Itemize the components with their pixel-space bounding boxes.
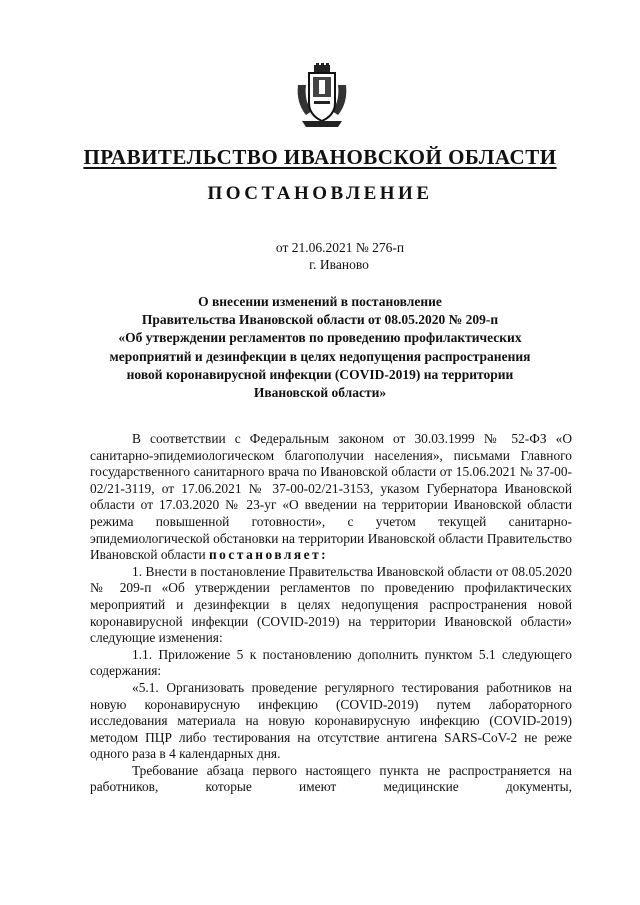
- title-line: «Об утверждении регламентов по проведению профилактических: [118, 330, 522, 346]
- decree-word: постановляет:: [208, 547, 329, 563]
- body-paragraph: Требование абзаца первого настоящего пункта не распространяется на работников, которые имеют медицинские документы,: [90, 762, 572, 795]
- document-body: [90, 431, 572, 796]
- coat-of-arms-icon: [294, 63, 350, 129]
- body-paragraph: «5.1. Организовать проведение регулярного тестирования работников на новую коронавирусную инфекцию (COVID-2019) путем лабораторного исследования материала на новую коронавирусную инфекцию (COVID-2019) методом ПЦР либо тестирования на отсутствие антигена SARS-CoV-2 не реже одного раза в 4 календарных дня.: [90, 679, 572, 762]
- document-title: [80, 293, 560, 402]
- title-line: Правительства Ивановской области от 08.05.2020 № 209-п: [141, 312, 499, 328]
- title-line: Ивановской области»: [253, 385, 387, 401]
- document-date-number: от 21.06.2021 № 276-п: [275, 240, 405, 255]
- body-paragraph: 1. Внести в постановление Правительства Ивановской области от 08.05.2020 № 209-п «Об утверждении регламентов по проведению профилактических мероприятий и дезинфекции в целях недопущения распространения новой коронавирусной инфекции (COVID-2019) на территории Ивановской области» следующие изменения:: [90, 563, 572, 646]
- title-line: О внесении изменений в постановление: [198, 294, 442, 309]
- title-line: новой коронавирусной инфекции (COVID-2019) на территории: [126, 366, 514, 382]
- body-paragraph: В соответствии с Федеральным законом от 30.03.1999 № 52-ФЗ «О санитарно-эпидемиологическом благополучии населения», письмами Главного государственного санитарного врача по Ивановской области от 15.06.2021 № 37-00-02/21-3119, от 17.06.2021 № 37-00-02/21-3153, указом Губернатора Ивановской области от 17.03.2020 № 23-уг «О введении на территории Ивановской области режима повышенной готовности», с учетом текущей санитарно-эпидемиологической обстановки на территории Ивановской области Правительство Ивановской области постановляет:: [90, 431, 572, 563]
- title-line: мероприятий и дезинфекции в целях недопущения распространения: [109, 348, 531, 364]
- document-city: г. Иваново: [309, 257, 369, 272]
- document-type: ПОСТАНОВЛЕНИЕ: [207, 183, 433, 204]
- body-paragraph: 1.1. Приложение 5 к постановлению дополнить пунктом 5.1 следующего содержания:: [90, 646, 572, 679]
- organization-name: ПРАВИТЕЛЬСТВО ИВАНОВСКОЙ ОБЛАСТИ: [83, 145, 557, 169]
